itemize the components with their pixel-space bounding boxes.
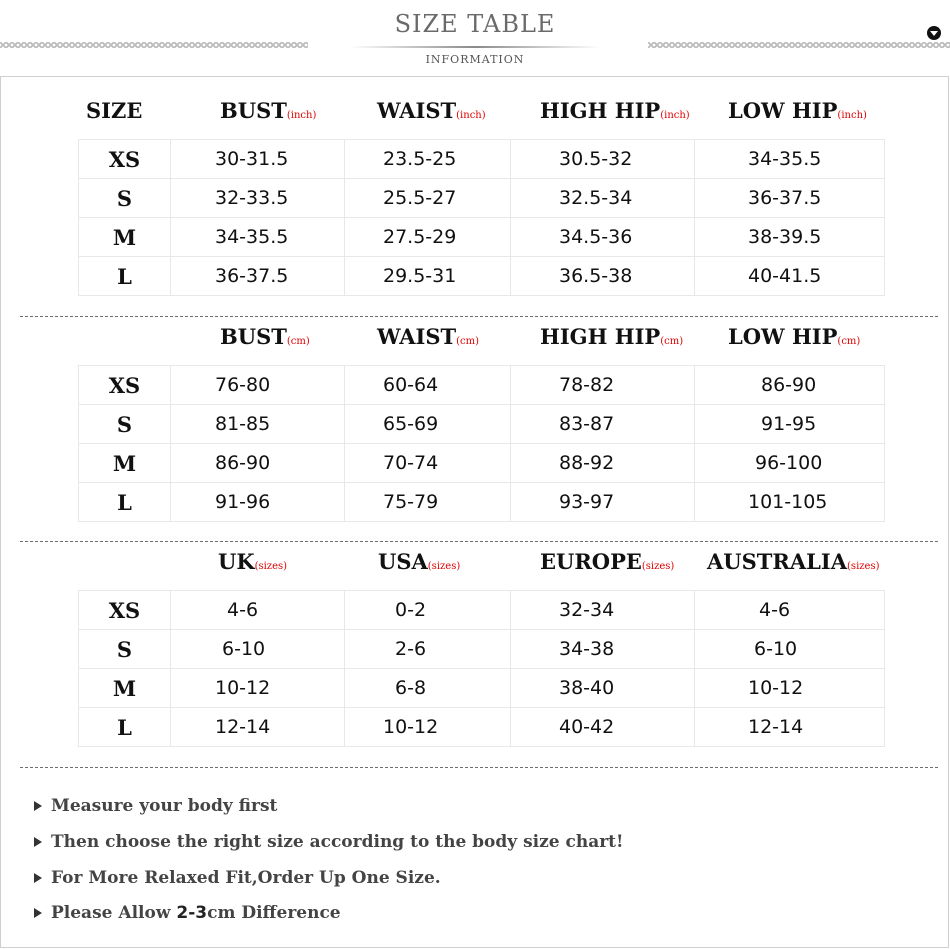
page-subtitle: INFORMATION bbox=[425, 53, 525, 66]
value-cell: 96-100 bbox=[695, 444, 885, 483]
value-cell: 86-90 bbox=[171, 444, 345, 483]
table-row bbox=[79, 669, 885, 708]
table-row bbox=[79, 218, 885, 257]
decorative-zigzag-left bbox=[0, 42, 308, 48]
size-table-cm bbox=[78, 365, 885, 522]
col-header-low-hip-cm: LOW HIP(cm) bbox=[728, 324, 861, 349]
value-cell: 76-80 bbox=[171, 366, 345, 405]
size-cell: M bbox=[79, 218, 171, 257]
value-cell: 6-10 bbox=[171, 630, 345, 669]
col-header-bust-cm: BUST(cm) bbox=[220, 324, 310, 349]
value-cell: 36.5-38 bbox=[511, 257, 695, 296]
chevron-down-icon[interactable] bbox=[927, 26, 941, 40]
size-cell: S bbox=[79, 405, 171, 444]
col-header-uk: UK(sizes) bbox=[218, 549, 288, 574]
value-cell: 88-92 bbox=[511, 444, 695, 483]
value-cell: 101-105 bbox=[695, 483, 885, 522]
value-cell: 34-38 bbox=[511, 630, 695, 669]
note-measure: Measure your body first bbox=[34, 796, 277, 816]
value-cell: 40-41.5 bbox=[695, 257, 885, 296]
table-row bbox=[79, 140, 885, 179]
value-cell: 6-8 bbox=[345, 669, 511, 708]
col-header-bust-inch: BUST(inch) bbox=[220, 98, 317, 123]
value-cell: 10-12 bbox=[171, 669, 345, 708]
col-header-waist-cm: WAIST(cm) bbox=[377, 324, 480, 349]
size-column-header: SIZE bbox=[86, 98, 143, 123]
value-cell: 91-95 bbox=[695, 405, 885, 444]
col-header-europe: EUROPE(sizes) bbox=[540, 549, 675, 574]
section-divider bbox=[20, 541, 938, 542]
value-cell: 70-74 bbox=[345, 444, 511, 483]
decorative-zigzag-right bbox=[648, 42, 950, 48]
size-cell: M bbox=[79, 444, 171, 483]
value-cell: 93-97 bbox=[511, 483, 695, 522]
note-relaxed-fit: For More Relaxed Fit,Order Up One Size. bbox=[34, 868, 441, 888]
table-row bbox=[79, 366, 885, 405]
value-cell: 38-39.5 bbox=[695, 218, 885, 257]
bullet-triangle-icon bbox=[34, 873, 42, 883]
value-cell: 29.5-31 bbox=[345, 257, 511, 296]
table-row bbox=[79, 708, 885, 747]
col-header-waist-inch: WAIST(inch) bbox=[377, 98, 486, 123]
value-cell: 36-37.5 bbox=[695, 179, 885, 218]
section-divider bbox=[20, 316, 938, 317]
col-header-high-hip-inch: HIGH HIP(inch) bbox=[540, 98, 690, 123]
value-cell: 36-37.5 bbox=[171, 257, 345, 296]
note-difference: Please Allow 2-3cm Difference bbox=[34, 903, 341, 923]
value-cell: 4-6 bbox=[171, 591, 345, 630]
table-row bbox=[79, 483, 885, 522]
value-cell: 12-14 bbox=[171, 708, 345, 747]
bullet-triangle-icon bbox=[34, 908, 42, 918]
value-cell: 34.5-36 bbox=[511, 218, 695, 257]
size-cell: L bbox=[79, 708, 171, 747]
table-row bbox=[79, 405, 885, 444]
value-cell: 83-87 bbox=[511, 405, 695, 444]
value-cell: 10-12 bbox=[695, 669, 885, 708]
size-table-international bbox=[78, 590, 885, 747]
value-cell: 34-35.5 bbox=[695, 140, 885, 179]
size-table-inch bbox=[78, 139, 885, 296]
value-cell: 2-6 bbox=[345, 630, 511, 669]
value-cell: 65-69 bbox=[345, 405, 511, 444]
value-cell: 6-10 bbox=[695, 630, 885, 669]
title-underline bbox=[350, 46, 600, 48]
value-cell: 32-34 bbox=[511, 591, 695, 630]
value-cell: 30-31.5 bbox=[171, 140, 345, 179]
size-cell: XS bbox=[79, 591, 171, 630]
col-header-low-hip-inch: LOW HIP(inch) bbox=[728, 98, 867, 123]
col-header-usa: USA(sizes) bbox=[378, 549, 461, 574]
bullet-triangle-icon bbox=[34, 801, 42, 811]
col-header-high-hip-cm: HIGH HIP(cm) bbox=[540, 324, 684, 349]
size-cell: S bbox=[79, 179, 171, 218]
value-cell: 75-79 bbox=[345, 483, 511, 522]
value-cell: 81-85 bbox=[171, 405, 345, 444]
table-row bbox=[79, 179, 885, 218]
value-cell: 32.5-34 bbox=[511, 179, 695, 218]
value-cell: 34-35.5 bbox=[171, 218, 345, 257]
value-cell: 23.5-25 bbox=[345, 140, 511, 179]
table-row bbox=[79, 444, 885, 483]
value-cell: 4-6 bbox=[695, 591, 885, 630]
value-cell: 25.5-27 bbox=[345, 179, 511, 218]
value-cell: 78-82 bbox=[511, 366, 695, 405]
value-cell: 10-12 bbox=[345, 708, 511, 747]
value-cell: 40-42 bbox=[511, 708, 695, 747]
size-cell: S bbox=[79, 630, 171, 669]
value-cell: 32-33.5 bbox=[171, 179, 345, 218]
page-title: SIZE TABLE bbox=[394, 10, 556, 38]
value-cell: 27.5-29 bbox=[345, 218, 511, 257]
bullet-triangle-icon bbox=[34, 837, 42, 847]
table-row bbox=[79, 630, 885, 669]
section-divider bbox=[20, 767, 938, 768]
value-cell: 86-90 bbox=[695, 366, 885, 405]
size-cell: L bbox=[79, 257, 171, 296]
value-cell: 38-40 bbox=[511, 669, 695, 708]
value-cell: 0-2 bbox=[345, 591, 511, 630]
size-cell: M bbox=[79, 669, 171, 708]
value-cell: 12-14 bbox=[695, 708, 885, 747]
col-header-australia: AUSTRALIA(sizes) bbox=[707, 549, 880, 574]
value-cell: 60-64 bbox=[345, 366, 511, 405]
table-row bbox=[79, 257, 885, 296]
size-cell: XS bbox=[79, 366, 171, 405]
size-cell: L bbox=[79, 483, 171, 522]
table-row bbox=[79, 591, 885, 630]
note-choose-size: Then choose the right size according to the body size chart! bbox=[34, 832, 624, 852]
size-cell: XS bbox=[79, 140, 171, 179]
value-cell: 91-96 bbox=[171, 483, 345, 522]
value-cell: 30.5-32 bbox=[511, 140, 695, 179]
